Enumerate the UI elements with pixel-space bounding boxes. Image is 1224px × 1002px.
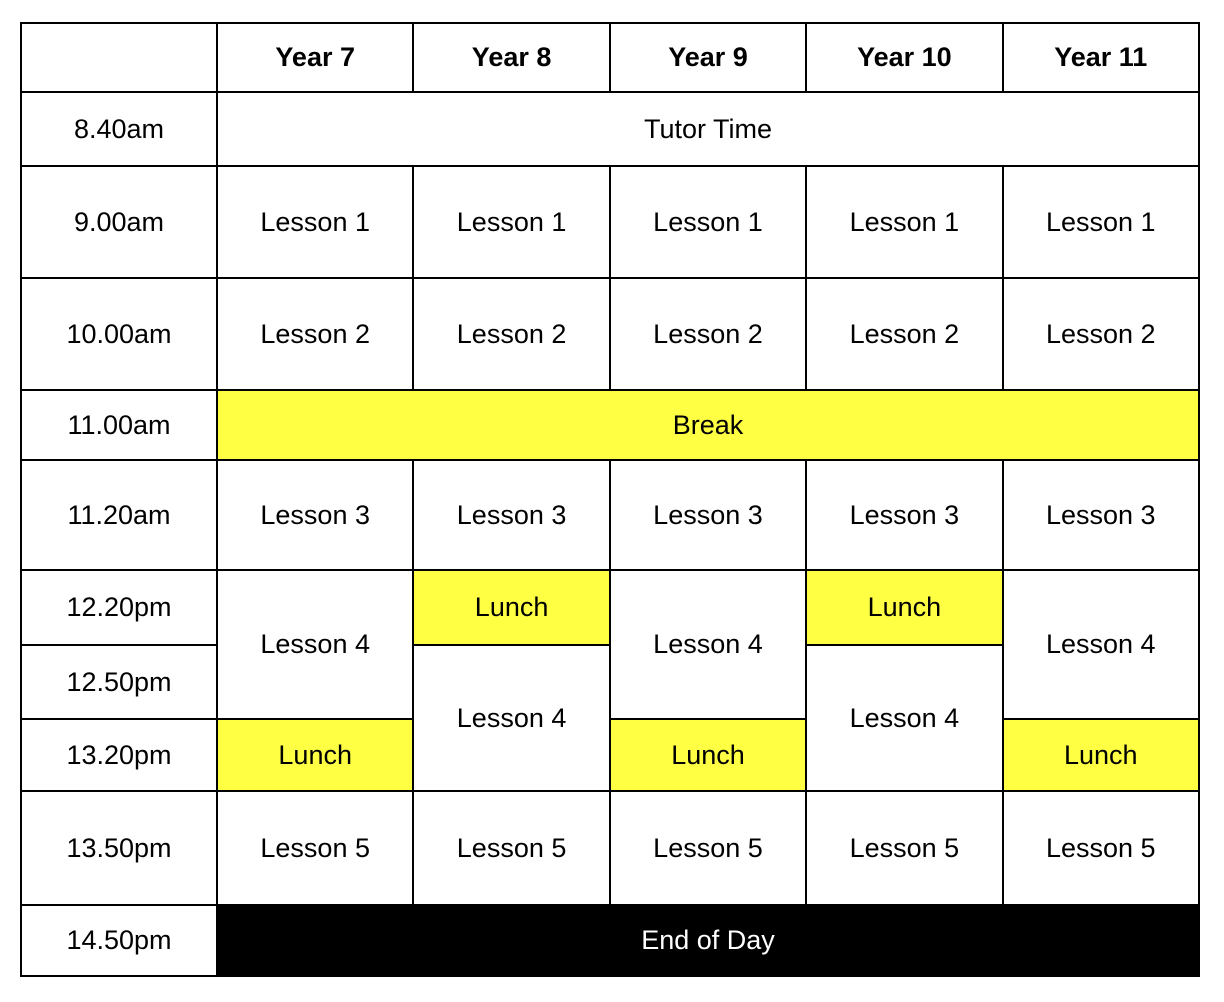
lesson-cell: Lesson 5: [413, 791, 609, 905]
lesson-cell: Lesson 1: [217, 166, 413, 278]
corner-cell: [21, 23, 217, 92]
time-cell: 9.00am: [21, 166, 217, 278]
table-row: [21, 719, 1199, 791]
lesson-cell: Lesson 1: [1003, 166, 1199, 278]
school-timetable: [20, 22, 1200, 977]
lesson-cell: Lesson 2: [1003, 278, 1199, 390]
lesson-cell: Lesson 5: [217, 791, 413, 905]
time-cell: 14.50pm: [21, 905, 217, 976]
lunch-cell-year-10: Lunch: [806, 570, 1002, 645]
lunch-cell-year-9: Lunch: [610, 719, 806, 791]
lesson-cell: Lesson 1: [806, 166, 1002, 278]
lunch-cell-year-11: Lunch: [1003, 719, 1199, 791]
lunch-cell-year-8: Lunch: [413, 570, 609, 645]
lesson-cell-year-7: Lesson 4: [217, 570, 413, 719]
lesson-cell: Lesson 5: [1003, 791, 1199, 905]
header-year-11: Year 11: [1003, 23, 1199, 92]
header-year-9: Year 9: [610, 23, 806, 92]
end-of-day-cell: End of Day: [217, 905, 1199, 976]
tutor-time-cell: Tutor Time: [217, 92, 1199, 166]
lunch-cell-year-7: Lunch: [217, 719, 413, 791]
table-row: [21, 166, 1199, 278]
table-row: [21, 92, 1199, 166]
lesson-cell: Lesson 2: [610, 278, 806, 390]
lesson-cell: Lesson 3: [610, 460, 806, 570]
time-cell: 11.00am: [21, 390, 217, 460]
time-cell: 12.20pm: [21, 570, 217, 645]
lesson-cell: Lesson 5: [610, 791, 806, 905]
table-row: [21, 570, 1199, 645]
time-cell: 13.20pm: [21, 719, 217, 791]
header-year-7: Year 7: [217, 23, 413, 92]
header-year-8: Year 8: [413, 23, 609, 92]
lesson-cell: Lesson 2: [806, 278, 1002, 390]
header-row: [21, 23, 1199, 92]
lesson-cell: Lesson 2: [217, 278, 413, 390]
lesson-cell-year-11: Lesson 4: [1003, 570, 1199, 719]
table-row: [21, 905, 1199, 976]
lesson-cell: Lesson 3: [413, 460, 609, 570]
lesson-cell: Lesson 1: [413, 166, 609, 278]
break-cell: Break: [217, 390, 1199, 460]
time-cell: 8.40am: [21, 92, 217, 166]
header-year-10: Year 10: [806, 23, 1002, 92]
table-row: [21, 460, 1199, 570]
time-cell: 12.50pm: [21, 645, 217, 719]
table-row: [21, 278, 1199, 390]
lesson-cell: Lesson 3: [217, 460, 413, 570]
lesson-cell: Lesson 1: [610, 166, 806, 278]
table-row: [21, 390, 1199, 460]
time-cell: 13.50pm: [21, 791, 217, 905]
lesson-cell: Lesson 3: [806, 460, 1002, 570]
table-row: [21, 791, 1199, 905]
lesson-cell: Lesson 3: [1003, 460, 1199, 570]
lesson-cell: Lesson 5: [806, 791, 1002, 905]
lesson-cell-year-10: Lesson 4: [806, 645, 1002, 791]
lesson-cell-year-9: Lesson 4: [610, 570, 806, 719]
lesson-cell-year-8: Lesson 4: [413, 645, 609, 791]
lesson-cell: Lesson 2: [413, 278, 609, 390]
time-cell: 10.00am: [21, 278, 217, 390]
time-cell: 11.20am: [21, 460, 217, 570]
